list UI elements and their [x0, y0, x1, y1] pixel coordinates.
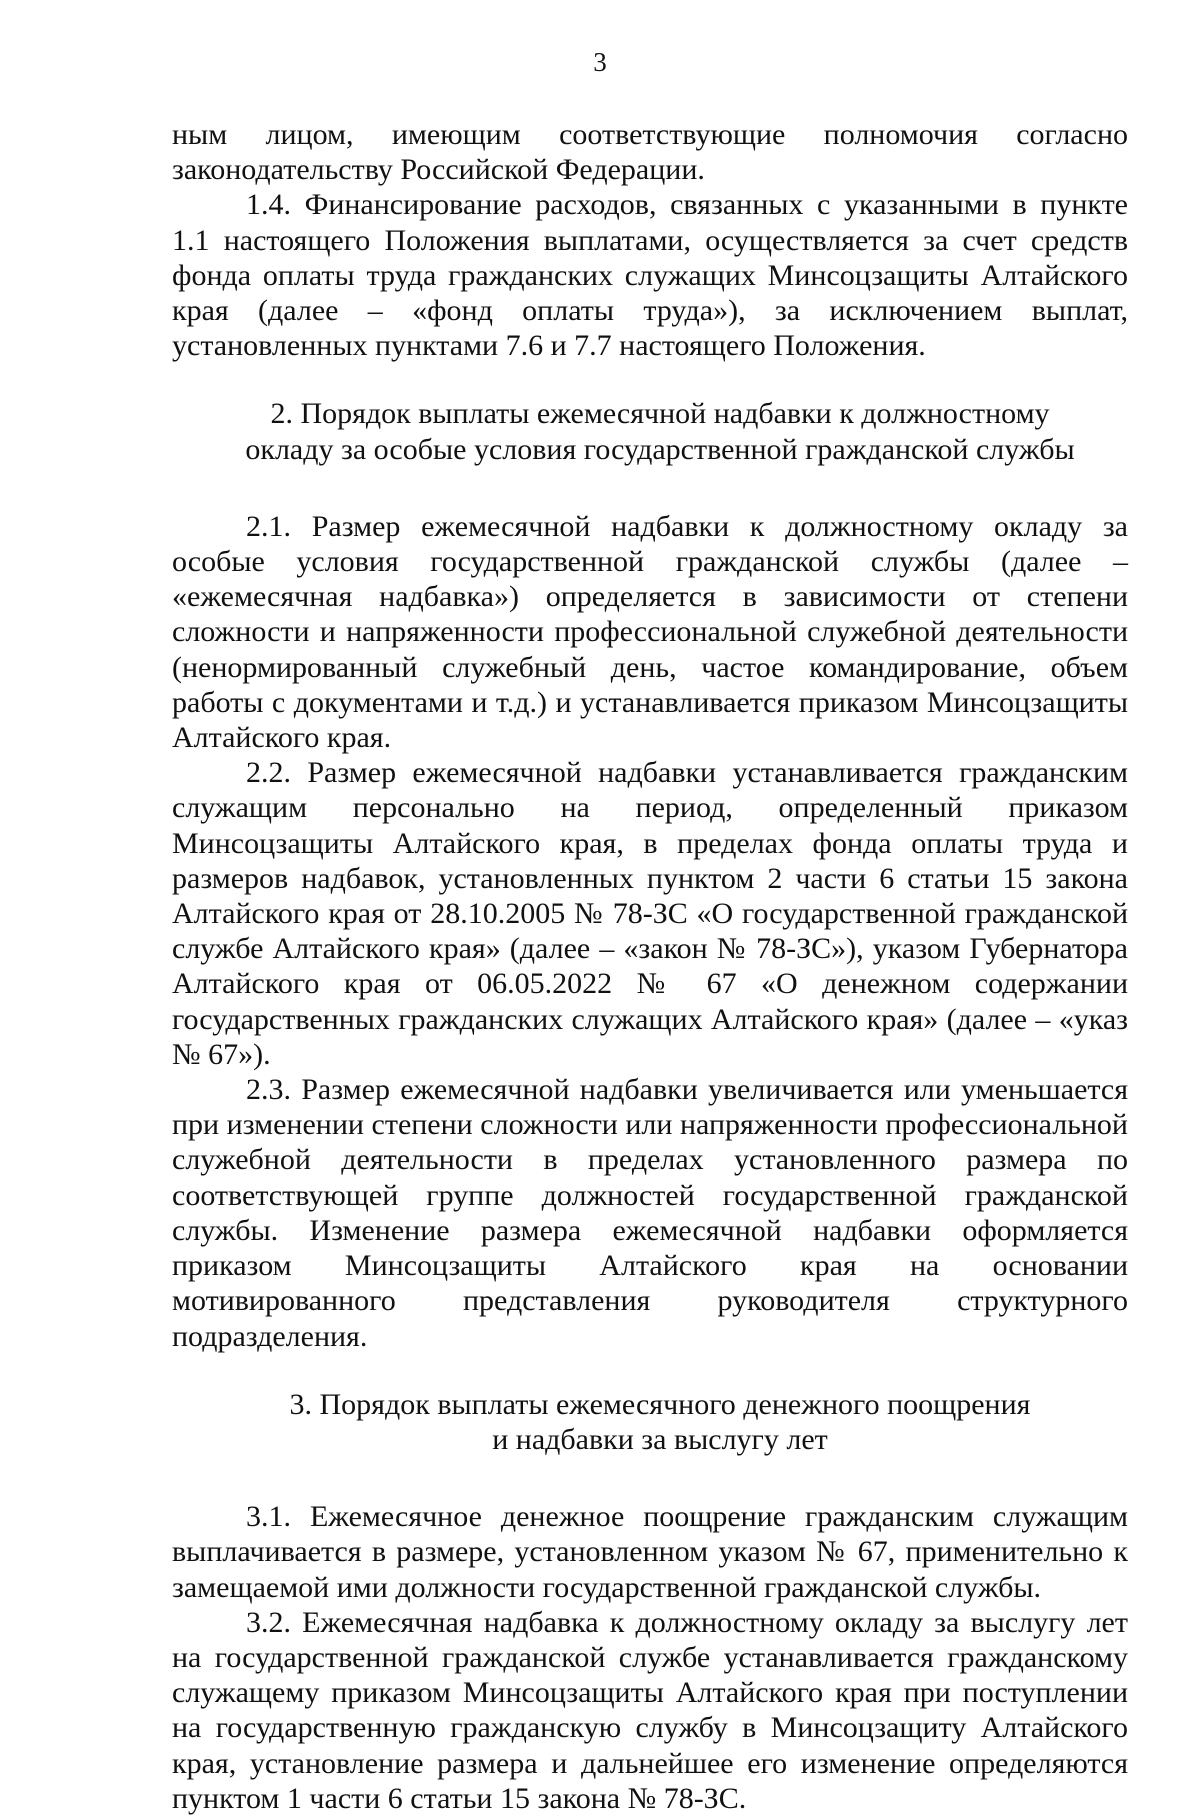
section-2-heading-line-1: 2. Порядок выплаты ежемесячной надбавки к должностному — [270, 397, 1050, 431]
paragraph-1-4: 1.4. Финансирование расходов, связанных с указанными в пункте 1.1 настоящего Положения выплатами, осуществляется за счет средств фонда оплаты труда гражданских служащих Минсоцзащиты Алтайского края (далее – «фонд оплаты труда»), за исключением выплат, установленных пунктами 7.6 и 7.7 настоящего Положения. — [172, 188, 1128, 363]
paragraph-2-1: 2.1. Размер ежемесячной надбавки к должностному окладу за особые условия государственной гражданской службы (далее – «ежемесячная надбавка») определяется в зависимости от степени сложности и напряженности профессиональной служебной деятельности (ненормированный служебный день, частое командирование, объем работы с документами и т.д.) и устанавливается приказом Минсоцзащиты Алтайского края. — [172, 509, 1128, 755]
paragraph-3-1: 3.1. Ежемесячное денежное поощрение гражданским служащим выплачивается в размере, установленном указом № 67, применительно к замещаемой ими должности государственной гражданской службы. — [172, 1500, 1128, 1604]
section-2-heading-line-2: окладу за особые условия государственной гражданской службы — [245, 432, 1075, 466]
document-body — [172, 117, 1128, 1816]
paragraph-2-2: 2.2. Размер ежемесячной надбавки устанавливается гражданским служащим персонально на период, определенный приказом Минсоцзащиты Алтайского края, в пределах фонда оплаты труда и размеров надбавок, установленных пунктом 2 части 6 статьи 15 закона Алтайского края от 28.10.2005 № 78-ЗС «О государственной гражданской службе Алтайского края» (далее – «закон № 78-ЗС»), указом Губернатора Алтайского края от 06.05.2022 № 67 «О денежном содержании государственных гражданских служащих Алтайского края» (далее – «указ № 67»). — [172, 756, 1128, 1071]
section-2-heading — [172, 396, 1128, 466]
section-3-heading-line-1: 3. Порядок выплаты ежемесячного денежного поощрения — [289, 1387, 1031, 1421]
section-3-heading-line-2: и надбавки за выслугу лет — [492, 1422, 828, 1456]
paragraph-continuation: ным лицом, имеющим соответствующие полномочия согласно законодательству Российской Федерации. — [172, 118, 1128, 187]
paragraph-2-3: 2.3. Размер ежемесячной надбавки увеличивается или уменьшается при изменении степени сложности или напряженности профессиональной служебной деятельности в пределах установленного размера по соответствующей группе должностей государственной гражданской службы. Изменение размера ежемесячной надбавки оформляется приказом Минсоцзащиты Алтайского края на основании мотивированного представления руководителя структурного подразделения. — [172, 1073, 1128, 1353]
page-number: 3 — [593, 47, 607, 77]
paragraph-3-2: 3.2. Ежемесячная надбавка к должностному окладу за выслугу лет на государственной гражданской службе устанавливается гражданскому служащему приказом Минсоцзащиты Алтайского края при поступлении на государственную гражданскую службу в Минсоцзащиту Алтайского края, установление размера и дальнейшее его изменение определяются пунктом 1 части 6 статьи 15 закона № 78-ЗС. — [172, 1605, 1128, 1815]
section-3-heading — [172, 1387, 1128, 1457]
